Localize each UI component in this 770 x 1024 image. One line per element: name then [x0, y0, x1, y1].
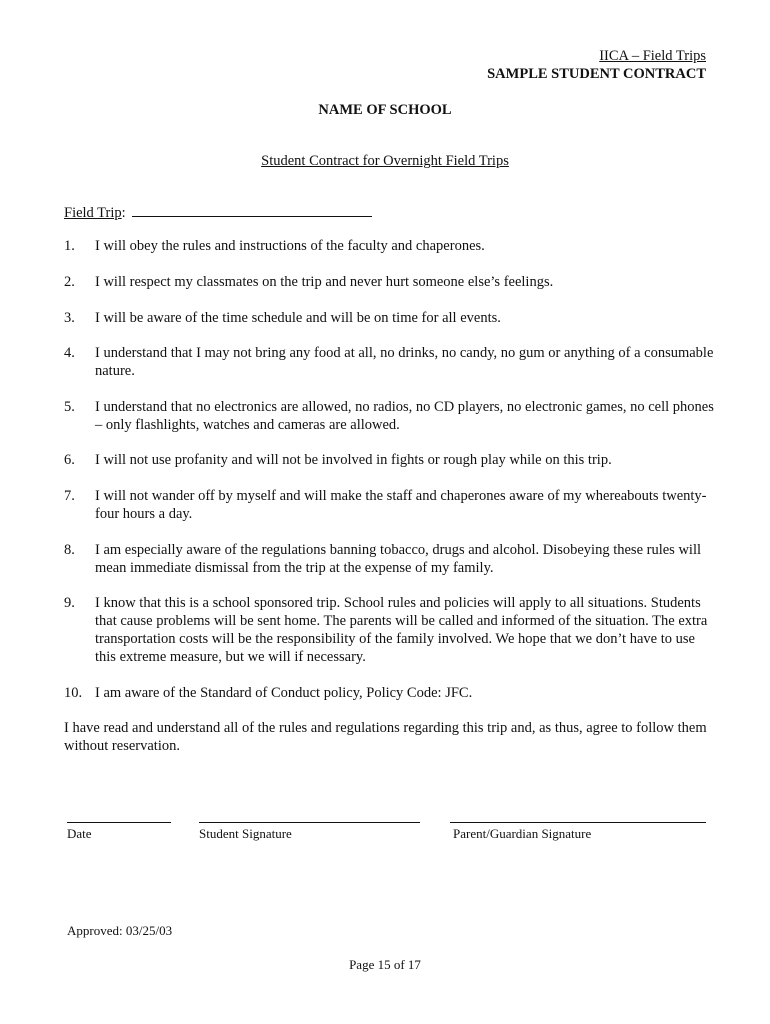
contract-subtitle: Student Contract for Overnight Field Trips [261, 153, 509, 169]
approved-date: Approved: 03/25/03 [67, 923, 173, 938]
rule-number: 2. [64, 274, 75, 290]
rule-text: I will respect my classmates on the trip and never hurt someone else’s feelings. [95, 274, 554, 290]
rule-number: 5. [64, 399, 75, 415]
agreement-statement: I have read and understand all of the rules and regulations regarding this trip and, as thus, agree to follow them without reservation. [64, 720, 707, 754]
rule-item [64, 487, 714, 523]
rule-number: 9. [64, 595, 75, 611]
parent-signature-line[interactable] [450, 822, 706, 823]
rule-number: 6. [64, 452, 75, 468]
student-signature-label: Student Signature [199, 826, 292, 841]
rule-number: 1. [64, 238, 75, 254]
date-label: Date [67, 826, 92, 841]
rule-number: 7. [64, 488, 75, 504]
rule-item [64, 237, 714, 255]
document-header [487, 47, 706, 83]
rule-text: I know that this is a school sponsored trip. School rules and policies will apply to all situations. Students that cause problems will be sent home. The parents will be called and informed of the situation. The extra transportation costs will be the responsibility of the family involved. We hope that we don’t have to use this extreme measure, but we will if necessary. [95, 595, 708, 665]
rule-text: I will not use profanity and will not be involved in fights or rough play while on this trip. [95, 452, 612, 468]
rule-item [64, 309, 714, 327]
rule-text: I will be aware of the time schedule and will be on time for all events. [95, 310, 501, 326]
rule-text: I will obey the rules and instructions of the faculty and chaperones. [95, 238, 485, 254]
rule-number: 8. [64, 542, 75, 558]
header-category: IICA – Field Trips [599, 48, 706, 64]
header-title: SAMPLE STUDENT CONTRACT [487, 66, 706, 82]
rule-item [64, 594, 714, 666]
date-signature-line[interactable] [67, 822, 171, 823]
rule-text: I will not wander off by myself and will make the staff and chaperones aware of my whereabouts twenty-four hours a day. [95, 488, 707, 522]
school-name: NAME OF SCHOOL [318, 102, 452, 118]
field-trip-colon: : [121, 205, 126, 221]
rule-text: I am especially aware of the regulations banning tobacco, drugs and alcohol. Disobeying these rules will mean immediate dismissal from the trip at the expense of my family. [95, 542, 701, 576]
rule-text: I understand that I may not bring any food at all, no drinks, no candy, no gum or anything of a consumable nature. [95, 345, 714, 379]
field-trip-blank-line[interactable] [132, 202, 372, 217]
field-trip-label: Field Trip [64, 205, 122, 221]
rule-item [64, 344, 714, 380]
student-signature-line[interactable] [199, 822, 420, 823]
rule-text: I am aware of the Standard of Conduct policy, Policy Code: JFC. [95, 685, 473, 701]
rule-item [64, 541, 714, 577]
page-number: Page 15 of 17 [349, 957, 421, 972]
parent-signature-label: Parent/Guardian Signature [453, 826, 592, 841]
field-trip-field [64, 202, 372, 222]
rule-item [64, 398, 714, 434]
rule-text: I understand that no electronics are allowed, no radios, no CD players, no electronic games, no cell phones – only flashlights, watches and cameras are allowed. [95, 399, 714, 433]
rule-item [64, 273, 714, 291]
rule-item [64, 451, 714, 469]
rule-number: 3. [64, 310, 75, 326]
rule-number: 10. [64, 685, 83, 701]
rule-item [64, 684, 714, 702]
rule-number: 4. [64, 345, 75, 361]
